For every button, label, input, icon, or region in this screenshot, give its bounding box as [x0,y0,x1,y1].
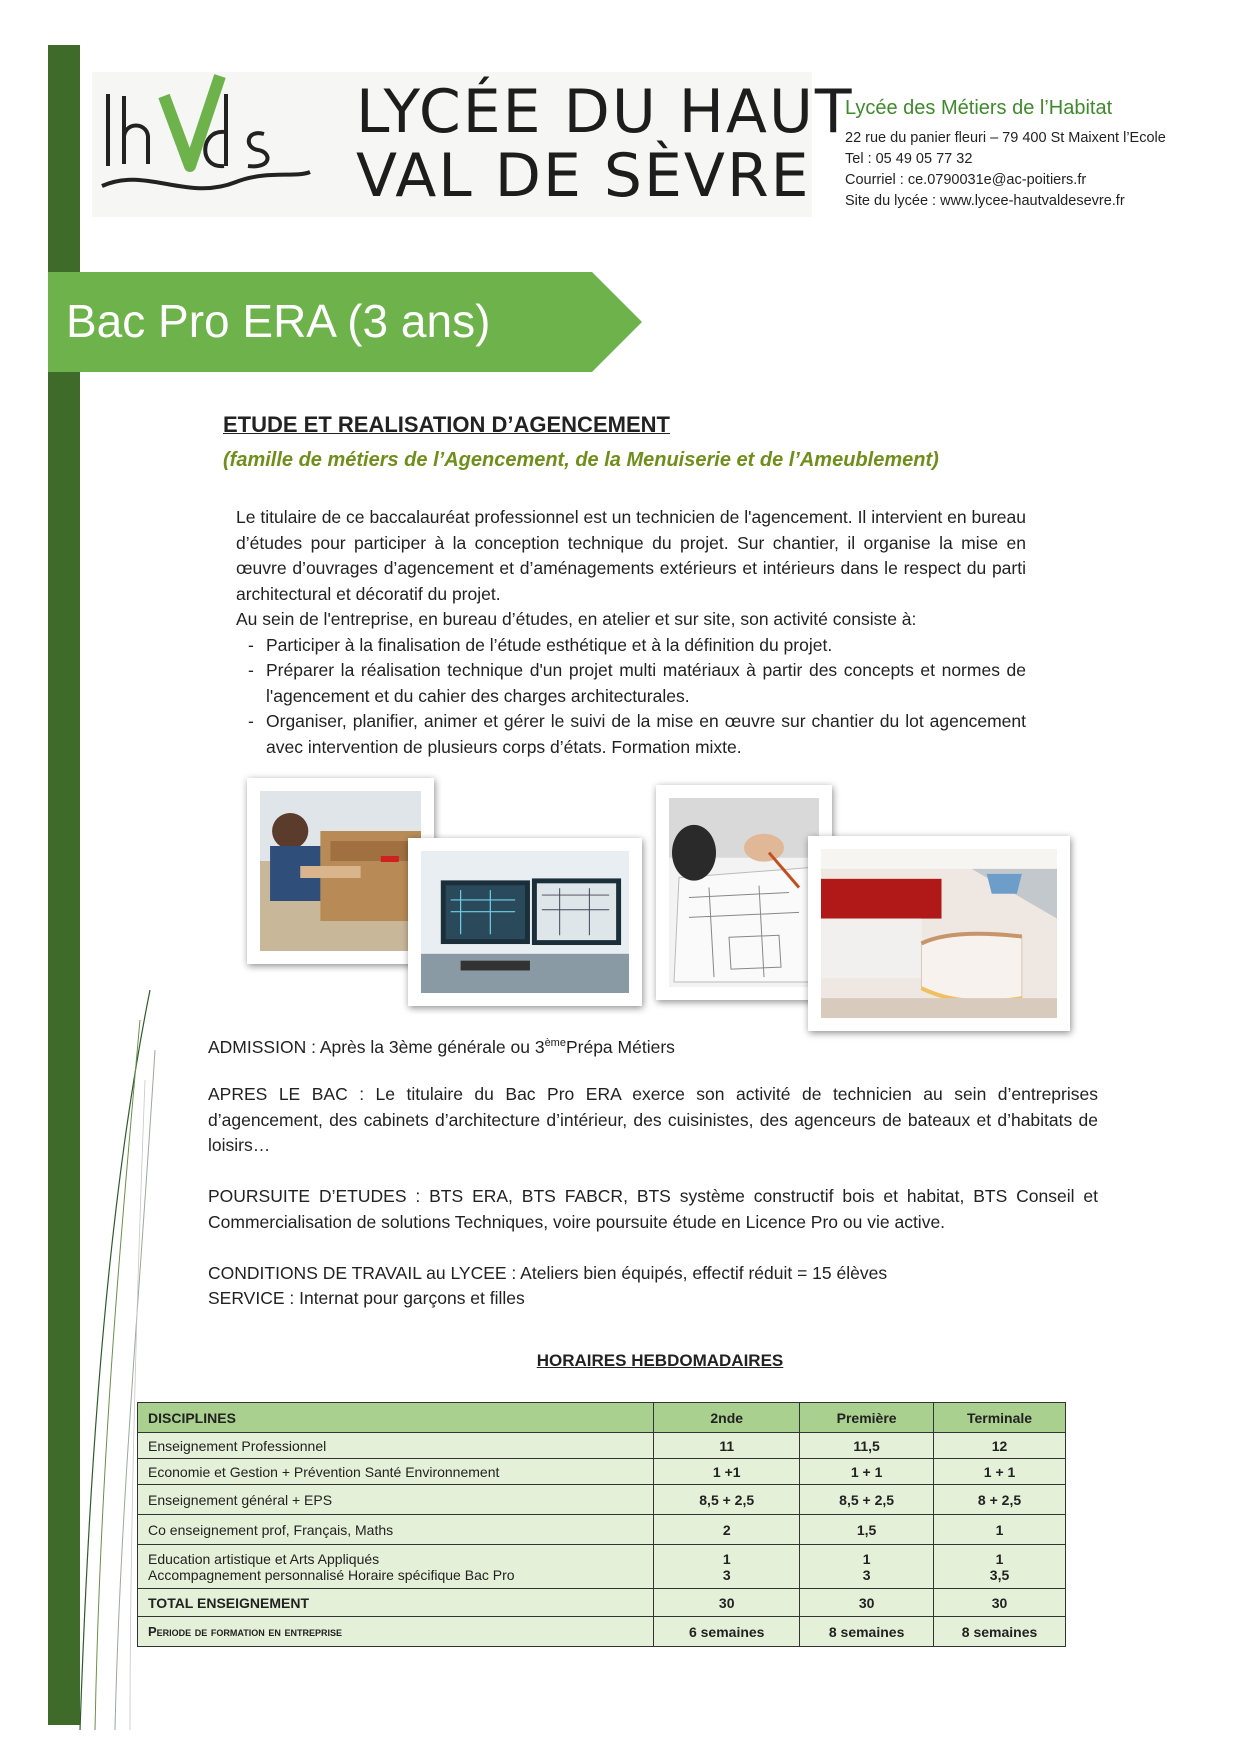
table-cell: 1,5 [800,1515,934,1545]
row-label: Economie et Gestion + Prévention Santé Environnement [138,1459,654,1485]
row-label [138,1545,654,1589]
contact-block [845,96,1166,212]
table-cell: 30 [654,1589,800,1617]
column-header: DISCIPLINES [138,1403,654,1433]
column-header: Première [800,1403,934,1433]
table-row [138,1459,1066,1485]
activity-intro: Au sein de l'entreprise, en bureau d’études, en atelier et sur site, son activité consiste à: [236,609,917,629]
table-cell: 1 +1 [654,1459,800,1485]
hours-title: HORAIRES HEBDOMADAIRES [536,1351,784,1370]
photo-workshop-icon [247,778,434,964]
table-cell: 6 semaines [654,1617,800,1647]
list-item: - Participer à la finalisation de l’étude esthétique et à la définition du projet. [248,634,833,655]
row-label: Co enseignement prof, Français, Maths [138,1515,654,1545]
school-name [356,77,854,211]
table-cell: 30 [934,1589,1066,1617]
website[interactable]: Site du lycée : www.lycee-hautvaldesevre.fr [845,193,1125,209]
column-header: 2nde [654,1403,800,1433]
school-logo [96,74,316,214]
admission-superscript: ème [544,1037,566,1049]
list-item: - Organiser, planifier, animer et gérer le suivi de la mise en œuvre sur chantier du lot agencement avec intervention de plusieurs corps d’états. Formation mixte. [248,711,1026,757]
hours-table [137,1402,1066,1647]
cell-line: 3 [862,1566,871,1583]
admission-label: ADMISSION : Après la 3ème générale ou 3 [208,1036,545,1057]
list-item-text: Préparer la réalisation technique d'un projet multi matériaux à partir des concepts et normes de l'agencement et du cahier des charges architecturales. [266,660,1026,706]
intro-paragraph: Le titulaire de ce baccalauréat professionnel est un technicien de l'agencement. Il intervient en bureau d’études pour participer à la conception technique du projet. Sur chantier, il organise la mise en œuvre d’ouvrages d’agencement et d’aménagements extérieurs et intérieurs dans le respect du parti architectural et décoratif du projet. [236,507,1026,604]
table-cell [800,1545,934,1589]
photo-cad-icon [408,838,642,1006]
table-pfmp-row [138,1617,1066,1647]
table-cell: 11 [654,1433,800,1459]
table-cell: 1 + 1 [934,1459,1066,1485]
table-total-row [138,1589,1066,1617]
photo-kitchen-icon [808,836,1070,1031]
cell-line: 1 [995,1550,1004,1567]
cell-line: 3,5 [989,1566,1010,1583]
cell-line: 1 [862,1550,871,1567]
apres-bac-text: APRES LE BAC : Le titulaire du Bac Pro ERA exerce son activité de technicien au sein d’entreprises d’agencement, des cabinets d’architecture d’intérieur, des cuisinistes, des agenceurs de bateaux et d’habitats de loisirs… [208,1084,1098,1155]
list-item-text: Organiser, planifier, animer et gérer le suivi de la mise en œuvre sur chantier du lot agencement avec intervention de plusieurs corps d’états. Formation mixte. [266,711,1026,757]
service-text: SERVICE : Internat pour garçons et filles [208,1288,525,1308]
table-header-row [138,1403,1066,1433]
list-item-text: Participer à la finalisation de l’étude esthétique et à la définition du projet. [266,634,833,655]
row-label: Enseignement Professionnel [138,1433,654,1459]
table-cell: 8,5 + 2,5 [654,1485,800,1515]
conditions-text: CONDITIONS DE TRAVAIL au LYCEE : Ateliers bien équipés, effectif réduit = 15 élèves [208,1263,888,1283]
email[interactable]: Courriel : ce.0790031e@ac-poitiers.fr [845,172,1087,188]
table-cell [934,1545,1066,1589]
admission-suffix: Prépa Métiers [565,1036,675,1057]
photo-drawing-icon [656,785,832,1000]
table-cell [654,1545,800,1589]
section-subheading: (famille de métiers de l’Agencement, de la Menuiserie et de l’Ameublement) [223,449,939,471]
table-cell: 11,5 [800,1433,934,1459]
table-cell: 8 + 2,5 [934,1485,1066,1515]
row-label: Periode de formation en entreprise [138,1617,654,1647]
school-type: Lycée des Métiers de l’Habitat [845,97,1113,119]
table-row [138,1545,1066,1589]
list-item: - Préparer la réalisation technique d'un projet multi matériaux à partir des concepts et normes de l'agencement et du cahier des charges architecturales. [248,660,1026,706]
table-cell: 12 [934,1433,1066,1459]
table-row [138,1485,1066,1515]
address: 22 rue du panier fleuri – 79 400 St Maixent l’Ecole [845,130,1166,146]
telephone: Tel : 05 49 05 77 32 [845,151,973,167]
cell-line: 3 [722,1566,731,1583]
cell-line: 1 [722,1550,731,1567]
table-cell: 8 semaines [934,1617,1066,1647]
row-label: TOTAL ENSEIGNEMENT [138,1589,654,1617]
admission-text [208,1031,1098,1060]
row-label: Enseignement général + EPS [138,1485,654,1515]
table-cell: 2 [654,1515,800,1545]
table-cell: 1 + 1 [800,1459,934,1485]
row-label-line: Accompagnement personnalisé Horaire spécifique Bac Pro [148,1566,515,1583]
table-row [138,1433,1066,1459]
poursuite-text: POURSUITE D’ETUDES : BTS ERA, BTS FABCR, BTS système constructif bois et habitat, BTS Conseil et Commercialisation de solutions Techniques, voire poursuite étude en Licence Pro ou vie active. [208,1186,1098,1232]
intro-text [236,505,1026,760]
table-cell: 30 [800,1589,934,1617]
table-cell: 8 semaines [800,1617,934,1647]
column-header: Terminale [934,1403,1066,1433]
table-cell: 1 [934,1515,1066,1545]
page-title: Bac Pro ERA (3 ans) [66,295,491,347]
school-name-line2: VAL DE SÈVRE [356,141,811,211]
table-cell: 8,5 + 2,5 [800,1485,934,1515]
row-label-line: Education artistique et Arts Appliqués [148,1550,380,1567]
table-row [138,1515,1066,1545]
school-name-line1: LYCÉE DU HAUT [356,77,854,147]
section-heading: ETUDE ET REALISATION D’AGENCEMENT [223,412,670,437]
